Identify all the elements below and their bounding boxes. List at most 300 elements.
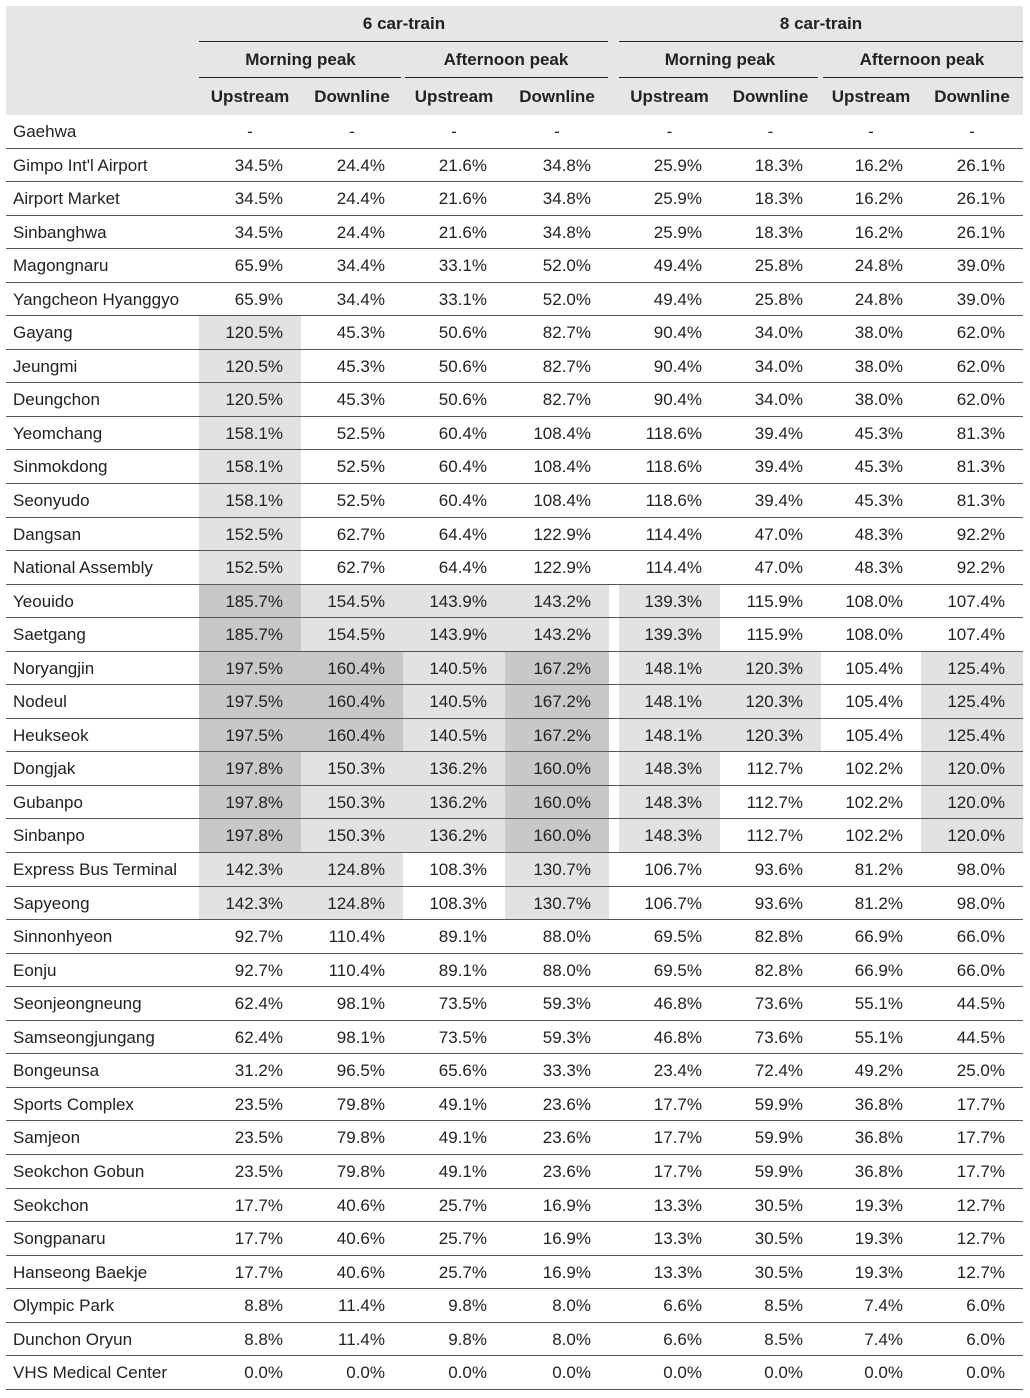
station-name: Jeungmi (13, 356, 78, 376)
value-cell: 197.5% (199, 652, 301, 685)
value-cell: 17.7% (653, 1094, 702, 1114)
value-cell: 55.1% (854, 994, 903, 1014)
value-cell: 17.7% (956, 1161, 1005, 1181)
station-name: Dongjak (13, 759, 76, 779)
value-cell: 7.4% (864, 1296, 903, 1316)
value-cell: 150.3% (301, 786, 403, 819)
value-cell: 23.6% (542, 1128, 591, 1148)
station-name: Yeomchang (13, 423, 103, 443)
value-cell: 46.8% (653, 994, 702, 1014)
value-cell: 98.0% (956, 893, 1005, 913)
value-cell: 60.4% (438, 457, 487, 477)
value-cell: - (666, 122, 673, 141)
value-cell: 90.4% (653, 323, 702, 343)
value-cell: 139.3% (619, 585, 720, 618)
value-cell: 52.5% (336, 491, 385, 511)
value-cell: 62.7% (336, 558, 385, 578)
value-cell: 120.5% (199, 316, 301, 349)
value-cell: 107.4% (947, 625, 1005, 645)
value-cell: 148.3% (619, 819, 720, 852)
value-cell: 45.3% (336, 323, 385, 343)
value-cell: 21.6% (438, 189, 487, 209)
value-cell: 50.6% (438, 323, 487, 343)
value-cell: 25.9% (653, 222, 702, 242)
value-cell: - (767, 122, 774, 141)
value-cell: 0.0% (552, 1363, 591, 1383)
value-cell: 106.7% (644, 893, 702, 913)
value-cell: 21.6% (438, 155, 487, 175)
period-header: Afternoon peak (443, 50, 569, 69)
station-name: Noryangjin (13, 658, 95, 678)
value-cell: 110.4% (328, 960, 385, 980)
value-cell: 24.8% (854, 289, 903, 309)
value-cell: 25.7% (438, 1262, 487, 1282)
table-row (6, 819, 1023, 853)
value-cell: 96.5% (336, 1061, 385, 1081)
value-cell: 136.2% (403, 819, 505, 852)
table-row (6, 115, 1023, 149)
value-cell: 108.0% (845, 625, 903, 645)
station-name: Sinmokdong (13, 457, 108, 477)
value-cell: 64.4% (438, 524, 487, 544)
value-cell: 79.8% (336, 1128, 385, 1148)
table-row (6, 1121, 1023, 1155)
table-row (6, 484, 1023, 518)
station-name: Yangcheon Hyanggyo (13, 289, 180, 309)
value-cell: 34.0% (754, 323, 803, 343)
direction-header: Upstream (210, 87, 290, 106)
value-cell: 34.0% (754, 390, 803, 410)
value-cell: 24.4% (336, 155, 385, 175)
station-name: Bongeunsa (13, 1061, 100, 1081)
value-cell: 167.2% (505, 719, 609, 752)
value-cell: 23.6% (542, 1161, 591, 1181)
station-name: Gaehwa (13, 122, 77, 141)
value-cell: 13.3% (653, 1229, 702, 1249)
table-row (6, 518, 1023, 552)
value-cell: 72.4% (754, 1061, 803, 1081)
value-cell: 143.9% (403, 618, 505, 651)
table-row (6, 618, 1023, 652)
value-cell: 92.2% (956, 558, 1005, 578)
station-name: Magongnaru (13, 256, 109, 276)
table-row (6, 585, 1023, 619)
table-row (6, 216, 1023, 250)
value-cell: 160.0% (505, 819, 609, 852)
value-cell: 89.1% (438, 927, 487, 947)
value-cell: 197.5% (199, 685, 301, 718)
value-cell: 120.0% (921, 819, 1023, 852)
value-cell: 105.4% (845, 658, 903, 678)
period-header: Afternoon peak (859, 50, 985, 69)
value-cell: 0.0% (244, 1363, 283, 1383)
value-cell: 25.8% (754, 289, 803, 309)
value-cell: 33.3% (542, 1061, 591, 1081)
value-cell: 36.8% (854, 1161, 903, 1181)
value-cell: 136.2% (403, 786, 505, 819)
value-cell: 160.4% (301, 719, 403, 752)
value-cell: 23.6% (542, 1094, 591, 1114)
direction-header: Upstream (414, 87, 494, 106)
value-cell: 81.3% (956, 491, 1005, 511)
value-cell: 13.3% (653, 1262, 702, 1282)
station-name: VHS Medical Center (13, 1363, 168, 1383)
table-row (6, 1256, 1023, 1290)
value-cell: 148.1% (619, 652, 720, 685)
value-cell: 90.4% (653, 390, 702, 410)
value-cell: 40.6% (336, 1262, 385, 1282)
value-cell: 34.0% (754, 356, 803, 376)
value-cell: 6.6% (663, 1329, 702, 1349)
value-cell: 124.8% (301, 887, 403, 920)
value-cell: 185.7% (199, 585, 301, 618)
value-cell: 44.5% (956, 1027, 1005, 1047)
station-name: Dunchon Oryun (13, 1329, 133, 1349)
table-row (6, 1155, 1023, 1189)
value-cell: 25.0% (956, 1061, 1005, 1081)
value-cell: 49.1% (438, 1094, 487, 1114)
value-cell: 81.2% (854, 860, 903, 880)
value-cell: - (349, 122, 355, 141)
table-row (6, 1222, 1023, 1256)
value-cell: 89.1% (438, 960, 487, 980)
value-cell: 34.4% (336, 289, 385, 309)
value-cell: 79.8% (336, 1094, 385, 1114)
value-cell: 39.4% (754, 491, 803, 511)
station-name: Express Bus Terminal (13, 860, 178, 880)
table-row (6, 887, 1023, 921)
value-cell: 48.3% (854, 558, 903, 578)
value-cell: 0.0% (346, 1363, 385, 1383)
value-cell: 152.5% (199, 551, 301, 584)
value-cell: 44.5% (956, 994, 1005, 1014)
value-cell: 16.9% (542, 1229, 591, 1249)
value-cell: 19.3% (854, 1262, 903, 1282)
value-cell: 150.3% (301, 819, 403, 852)
value-cell: 38.0% (854, 390, 903, 410)
value-cell: 62.4% (234, 994, 283, 1014)
value-cell: 108.4% (533, 423, 591, 443)
direction-header: Downline (732, 87, 809, 106)
value-cell: 142.3% (199, 887, 301, 920)
value-cell: 0.0% (966, 1363, 1005, 1383)
direction-header: Upstream (831, 87, 911, 106)
value-cell: 8.8% (244, 1329, 283, 1349)
table-header (6, 6, 1023, 115)
value-cell: 19.3% (854, 1195, 903, 1215)
value-cell: 124.8% (301, 853, 403, 886)
direction-header: Downline (314, 87, 390, 106)
value-cell: 18.3% (754, 222, 803, 242)
value-cell: 62.0% (956, 323, 1005, 343)
value-cell: 8.0% (552, 1296, 591, 1316)
value-cell: 17.7% (653, 1128, 702, 1148)
value-cell: 25.7% (438, 1229, 487, 1249)
period-divider (619, 77, 818, 78)
value-cell: - (868, 122, 874, 141)
value-cell: 26.1% (956, 155, 1005, 175)
value-cell: 102.2% (845, 792, 903, 812)
station-name: Sinbanghwa (13, 222, 107, 242)
value-cell: - (247, 122, 253, 141)
value-cell: 38.0% (854, 323, 903, 343)
value-cell: 120.3% (720, 652, 821, 685)
group-header-8car: 8 car-train (779, 14, 863, 33)
table-row (6, 383, 1023, 417)
value-cell: 152.5% (199, 518, 301, 551)
value-cell: 38.0% (854, 356, 903, 376)
value-cell: 31.2% (234, 1061, 283, 1081)
value-cell: 82.8% (754, 927, 803, 947)
value-cell: 167.2% (505, 652, 609, 685)
value-cell: 36.8% (854, 1094, 903, 1114)
value-cell: 17.7% (956, 1128, 1005, 1148)
station-name: Gayang (13, 323, 73, 343)
station-name: Sinbanpo (13, 826, 85, 846)
value-cell: 23.5% (234, 1094, 283, 1114)
value-cell: 98.1% (336, 1027, 385, 1047)
period-header: Morning peak (245, 50, 356, 69)
value-cell: 34.8% (542, 155, 591, 175)
value-cell: 8.0% (552, 1329, 591, 1349)
value-cell: 59.3% (542, 1027, 591, 1047)
value-cell: 16.9% (542, 1262, 591, 1282)
value-cell: 88.0% (542, 927, 591, 947)
value-cell: 45.3% (854, 491, 903, 511)
value-cell: 25.8% (754, 256, 803, 276)
value-cell: 66.0% (956, 927, 1005, 947)
value-cell: 52.0% (542, 289, 591, 309)
value-cell: 66.0% (956, 960, 1005, 980)
value-cell: 160.0% (505, 752, 609, 785)
value-cell: 160.4% (301, 685, 403, 718)
value-cell: 139.3% (619, 618, 720, 651)
value-cell: 120.0% (921, 752, 1023, 785)
table-row (6, 450, 1023, 484)
value-cell: 30.5% (754, 1229, 803, 1249)
value-cell: 45.3% (854, 423, 903, 443)
table-row (6, 182, 1023, 216)
value-cell: 110.4% (328, 927, 385, 947)
value-cell: 154.5% (301, 618, 403, 651)
value-cell: 143.9% (403, 585, 505, 618)
value-cell: 82.7% (542, 390, 591, 410)
station-name: National Assembly (13, 558, 153, 578)
station-name: Nodeul (13, 692, 67, 712)
value-cell: 17.7% (234, 1229, 283, 1249)
table-row (6, 149, 1023, 183)
value-cell: 62.0% (956, 390, 1005, 410)
value-cell: 136.2% (403, 752, 505, 785)
value-cell: 49.4% (653, 289, 702, 309)
value-cell: 36.8% (854, 1128, 903, 1148)
period-header: Morning peak (664, 50, 776, 69)
direction-header: Downline (519, 87, 595, 106)
station-name: Seonyudo (13, 491, 90, 511)
value-cell: 25.9% (653, 189, 702, 209)
value-cell: 65.9% (234, 256, 283, 276)
value-cell: 25.7% (438, 1195, 487, 1215)
value-cell: 148.3% (619, 752, 720, 785)
value-cell: 6.0% (966, 1329, 1005, 1349)
value-cell: 125.4% (921, 719, 1023, 752)
value-cell: 118.6% (645, 423, 702, 443)
value-cell: 90.4% (653, 356, 702, 376)
value-cell: 130.7% (505, 887, 609, 920)
value-cell: 148.1% (619, 719, 720, 752)
value-cell: 0.0% (764, 1363, 803, 1383)
table-row (6, 1289, 1023, 1323)
station-name: Sinnonhyeon (13, 927, 113, 947)
value-cell: 45.3% (336, 390, 385, 410)
value-cell: 8.5% (764, 1329, 803, 1349)
value-cell: 59.9% (754, 1094, 803, 1114)
value-cell: 26.1% (956, 222, 1005, 242)
station-name: Songpanaru (13, 1229, 106, 1249)
value-cell: 158.1% (199, 484, 301, 517)
value-cell: 13.3% (653, 1195, 702, 1215)
value-cell: 34.8% (542, 189, 591, 209)
value-cell: 92.7% (234, 927, 283, 947)
value-cell: 112.7% (746, 792, 803, 812)
value-cell: 158.1% (199, 417, 301, 450)
value-cell: 23.5% (234, 1161, 283, 1181)
value-cell: 92.2% (956, 524, 1005, 544)
value-cell: 82.7% (542, 356, 591, 376)
table-row (6, 350, 1023, 384)
station-name: Seokchon (13, 1195, 89, 1215)
station-name: Heukseok (13, 725, 89, 745)
value-cell: 81.3% (956, 457, 1005, 477)
value-cell: 16.9% (542, 1195, 591, 1215)
value-cell: 140.5% (403, 685, 505, 718)
value-cell: 52.0% (542, 256, 591, 276)
value-cell: 82.7% (542, 323, 591, 343)
value-cell: 93.6% (754, 860, 803, 880)
value-cell: 40.6% (336, 1195, 385, 1215)
value-cell: 6.0% (966, 1296, 1005, 1316)
value-cell: 105.4% (845, 692, 903, 712)
value-cell: 112.7% (746, 759, 803, 779)
value-cell: 55.1% (854, 1027, 903, 1047)
value-cell: 115.9% (746, 625, 803, 645)
value-cell: 143.2% (505, 585, 609, 618)
value-cell: - (969, 122, 975, 141)
value-cell: 0.0% (864, 1363, 903, 1383)
value-cell: 73.5% (438, 994, 487, 1014)
station-name: Olympic Park (13, 1296, 115, 1316)
station-name: Deungchon (13, 390, 100, 410)
table-row (6, 417, 1023, 451)
value-cell: 18.3% (754, 155, 803, 175)
value-cell: 69.5% (653, 927, 702, 947)
value-cell: 59.9% (754, 1161, 803, 1181)
value-cell: 59.3% (542, 994, 591, 1014)
table-row (6, 316, 1023, 350)
value-cell: 7.4% (864, 1329, 903, 1349)
value-cell: 120.0% (921, 786, 1023, 819)
value-cell: 148.3% (619, 786, 720, 819)
table-row (6, 1088, 1023, 1122)
value-cell: 0.0% (448, 1363, 487, 1383)
value-cell: 120.5% (199, 383, 301, 416)
value-cell: 49.4% (653, 256, 702, 276)
value-cell: 40.6% (336, 1229, 385, 1249)
value-cell: 39.0% (956, 256, 1005, 276)
table-row (6, 249, 1023, 283)
station-name: Eonju (13, 960, 57, 980)
station-name: Yeouido (13, 591, 74, 611)
value-cell: 93.6% (754, 893, 803, 913)
value-cell: 18.3% (754, 189, 803, 209)
value-cell: 6.6% (663, 1296, 702, 1316)
value-cell: 17.7% (956, 1094, 1005, 1114)
value-cell: 140.5% (403, 652, 505, 685)
value-cell: 197.8% (199, 819, 301, 852)
value-cell: 118.6% (645, 491, 702, 511)
value-cell: 17.7% (234, 1195, 283, 1215)
table-row (6, 987, 1023, 1021)
table-row (6, 1189, 1023, 1223)
value-cell: 120.3% (720, 719, 821, 752)
value-cell: 49.1% (438, 1128, 487, 1148)
value-cell: 24.4% (336, 222, 385, 242)
value-cell: 16.2% (854, 189, 903, 209)
value-cell: 108.0% (845, 591, 903, 611)
value-cell: 185.7% (199, 618, 301, 651)
value-cell: 197.8% (199, 786, 301, 819)
value-cell: 39.0% (956, 289, 1005, 309)
value-cell: 24.8% (854, 256, 903, 276)
value-cell: 108.3% (429, 860, 487, 880)
group-header-6car: 6 car-train (362, 14, 446, 33)
period-divider (199, 77, 401, 78)
value-cell: 107.4% (947, 591, 1005, 611)
value-cell: 115.9% (746, 591, 803, 611)
value-cell: 114.4% (645, 558, 702, 578)
value-cell: 52.5% (336, 423, 385, 443)
value-cell: 34.5% (234, 155, 283, 175)
table-row (6, 1054, 1023, 1088)
value-cell: 197.5% (199, 719, 301, 752)
value-cell: 69.5% (653, 960, 702, 980)
value-cell: 65.6% (438, 1061, 487, 1081)
value-cell: 11.4% (338, 1296, 385, 1316)
table-row (6, 652, 1023, 686)
value-cell: 125.4% (921, 685, 1023, 718)
value-cell: 167.2% (505, 685, 609, 718)
congestion-table (6, 6, 1023, 1390)
value-cell: 120.3% (720, 685, 821, 718)
value-cell: 65.9% (234, 289, 283, 309)
table-row (6, 1323, 1023, 1357)
value-cell: 16.2% (854, 155, 903, 175)
station-name: Seokchon Gobun (13, 1161, 145, 1181)
value-cell: 73.6% (754, 1027, 803, 1047)
value-cell: 34.8% (542, 222, 591, 242)
value-cell: 143.2% (505, 618, 609, 651)
value-cell: 60.4% (438, 491, 487, 511)
value-cell: 105.4% (845, 725, 903, 745)
value-cell: 34.5% (234, 189, 283, 209)
value-cell: 17.7% (234, 1262, 283, 1282)
station-name: Sports Complex (13, 1094, 134, 1114)
value-cell: 34.5% (234, 222, 283, 242)
value-cell: 150.3% (301, 752, 403, 785)
station-name: Gubanpo (13, 792, 83, 812)
value-cell: 34.4% (336, 256, 385, 276)
value-cell: 81.3% (956, 423, 1005, 443)
